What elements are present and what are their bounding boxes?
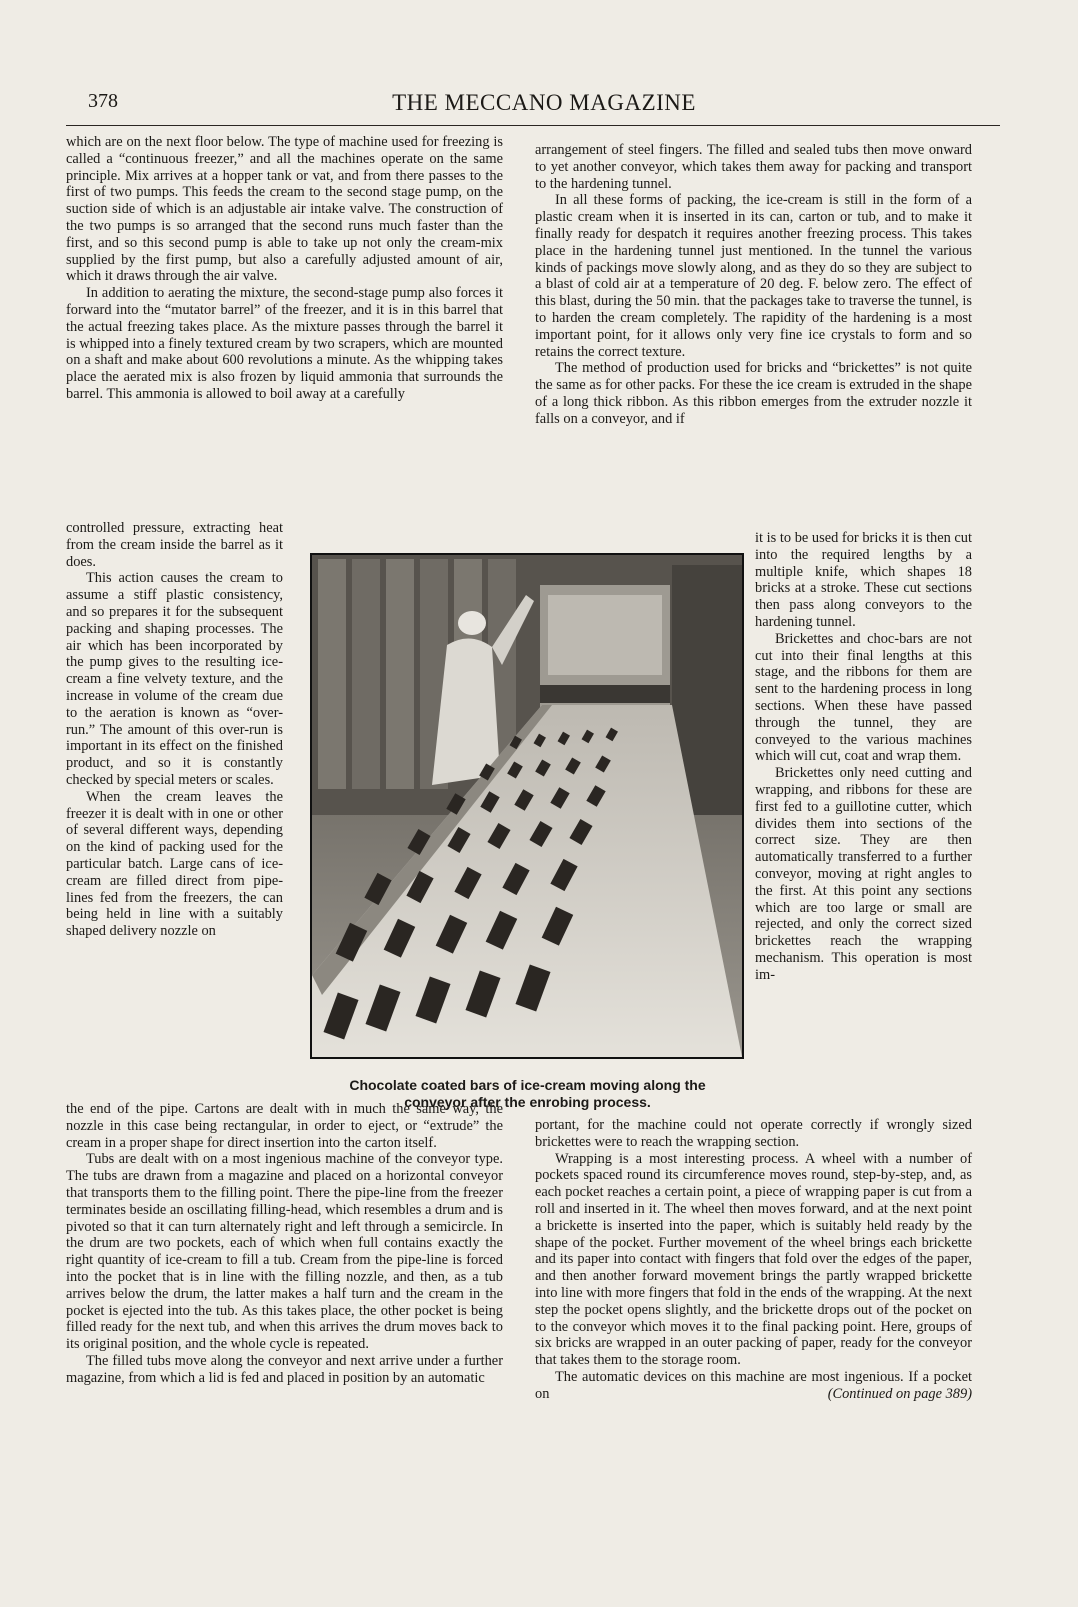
paragraph: Wrapping is a most interesting process. A wheel with a number of pockets spaced round its circumference moves round, step-by-step, and, as each pocket reaches a certain point, a piece of wrapping paper is cut from a roll and inserted in it. The wheel then moves forward, and at the next point a brickette is inserted into the paper, which is suitably held ready by the shape of the pocket. Further movement of the wheel brings each brickette and its paper into contact with fingers that fold over the edges of the paper, and then another forward movement brings the partly wrapped brickette into line with more fingers that fold in the ends of the wrapping. At the next step the pocket opens slightly, and the brickette drops out of the pocket on to the conveyor which moves it to the final packing point. Here, groups of six bricks are wrapped in an outer packing of paper, ready for the conveyor that takes them to the storage room. xyxy=(535,1150,972,1369)
paragraph: which are on the next floor below. The type of machine used for freezing is called a “continuous freezer,” and all the machines operate on the same principle. Mix arrives at a hopper tank or vat, and from there passes to the first of two pumps. This feeds the cream to the second stage pump, on the suction side of which is an adjustable air intake valve. The construction of the two pumps is so arranged that the second runs much faster than the first, and so this second pump is able to take up not only the cream-mix supplied by the first pump, but also a carefully adjusted amount of air, which it draws through the air valve. xyxy=(66,134,503,285)
paragraph: it is to be used for bricks it is then cut into the required lengths by a multiple knife, which shapes 18 bricks at a stroke. These cut sections then pass along conveyors to the hardening tunnel. xyxy=(755,530,972,630)
paragraph-text: The automatic devices on this machine are most ingenious. If a pocket on xyxy=(535,1368,972,1402)
caption-line: Chocolate coated bars of ice-cream moving along the xyxy=(349,1077,706,1093)
right-column-narrow xyxy=(755,530,972,984)
left-column-narrow xyxy=(66,520,283,940)
paragraph: the end of the pipe. Cartons are dealt with in much the same way, the nozzle in this case being rectangular, in order to eject, or “extrude” the cream in a proper shape for direct insertion into the carton itself. xyxy=(66,1101,503,1151)
caption-line: conveyor after the enrobing process. xyxy=(404,1094,651,1110)
conveyor-photo xyxy=(310,553,744,1059)
paragraph xyxy=(535,1369,972,1403)
paragraph: arrangement of steel fingers. The filled and sealed tubs then move onward to yet another conveyor, which takes them away for packing and transport to the hardening tunnel. xyxy=(535,142,972,192)
left-column-bottom xyxy=(66,1101,503,1387)
header-rule xyxy=(66,125,1000,126)
page-number: 378 xyxy=(88,90,118,112)
figure-caption xyxy=(305,1077,750,1111)
conveyor-photo-illustration xyxy=(312,555,742,1057)
right-column-top xyxy=(535,142,972,428)
paragraph: This action causes the cream to assume a stiff plastic consistency, and so prepares it for the subsequent packing and shaping processes. The air which has been incorporated by the pump gives to the resulting ice-cream a fine velvety texture, and the increase in volume of the cream due to the aeration is known as “over-run.” The amount of this over-run is important in its effect on the finished product, and so it is constantly checked by special meters or scales. xyxy=(66,570,283,788)
paragraph: The filled tubs move along the conveyor and next arrive under a further magazine, from which a lid is fed and placed in position by an automatic xyxy=(66,1352,503,1386)
paragraph: portant, for the machine could not operate correctly if wrongly sized brickettes were to reach the wrapping section. xyxy=(535,1117,972,1150)
continued-note: (Continued on page 389) xyxy=(827,1385,972,1402)
paragraph: The method of production used for bricks and “brickettes” is not quite the same as for other packs. For these the ice cream is extruded in the shape of a long thick ribbon. As this ribbon emerges from the extruder nozzle it falls on a conveyor, and if xyxy=(535,360,972,427)
left-column-top xyxy=(66,134,503,403)
paragraph: When the cream leaves the freezer it is dealt with in one or other of several different ways, depending on the kind of packing used for the particular batch. Large cans of ice-cream are filled direct from pipe-lines fed from the freezers, the can being held in line with a suitably shaped delivery nozzle on xyxy=(66,788,283,940)
page-header xyxy=(88,84,1000,124)
paragraph: Tubs are dealt with on a most ingenious machine of the conveyor type. The tubs are drawn from a magazine and placed on a horizontal conveyor that transports them to the filling point. There the pipe-line from the freezer terminates beside an oscillating filling-head, which resembles a drum and is pivoted so that it can turn alternately right and left through a semicircle. In the drum are two pockets, each of which when full contains exactly the right quantity of ice-cream to fill a tub. Cream from the pipe-line is forced into the pocket that is in line with the filling nozzle, and then, as a tub arrives below the drum, the latter makes a half turn and the cream in the pocket is ejected into the tub. As this takes place, the other pocket is being filled ready for the next tub, and when this arrives the drum moves back to its original position, and the whole cycle is repeated. xyxy=(66,1151,503,1353)
magazine-title: THE MECCANO MAGAZINE xyxy=(392,90,696,115)
right-column-bottom xyxy=(535,1117,972,1403)
paragraph: controlled pressure, extracting heat from the cream inside the barrel as it does. xyxy=(66,520,283,570)
paragraph: In addition to aerating the mixture, the second-stage pump also forces it forward into the “mutator barrel” of the freezer, and it is in this barrel that the actual freezing takes place. As the mixture passes through the barrel it is whipped into a finely textured cream by two scrapers, which are mounted on a shaft and make about 600 revolutions a minute. As the whipping takes place the aerated mix is also frozen by liquid ammonia that surrounds the barrel. This ammonia is allowed to boil away at a carefully xyxy=(66,285,503,402)
paragraph: Brickettes and choc-bars are not cut into their final lengths at this stage, and the ribbons for them are sent to the hardening process in long sections. When these have passed through the tunnel, they are conveyed to the various machines which will cut, coat and wrap them. xyxy=(755,630,972,765)
paragraph: In all these forms of packing, the ice-cream is still in the form of a plastic cream when it is inserted in its can, carton or tub, and to make it finally ready for despatch it requires another freezing process. This takes place in the hardening tunnel just mentioned. In the tunnel the various kinds of packings move slowly along, and as they do so they are subject to a blast of cold air at a temperature of 20 deg. F. below zero. The effect of this blast, during the 50 min. that the packages take to traverse the tunnel, is to harden the cream completely. The rapidity of the hardening is a most important point, for it allows only very fine ice crystals to form and so retains the correct texture. xyxy=(535,192,972,360)
paragraph: Brickettes only need cutting and wrapping, and ribbons for these are first fed to a guillotine cutter, which divides them into sections of the correct size. They are then automatically transferred to a further conveyor, moving at right angles to the first. At this point any sections which are too large or small are rejected, and only the correct sized brickettes reach the wrapping mechanism. This operation is most im- xyxy=(755,765,972,983)
